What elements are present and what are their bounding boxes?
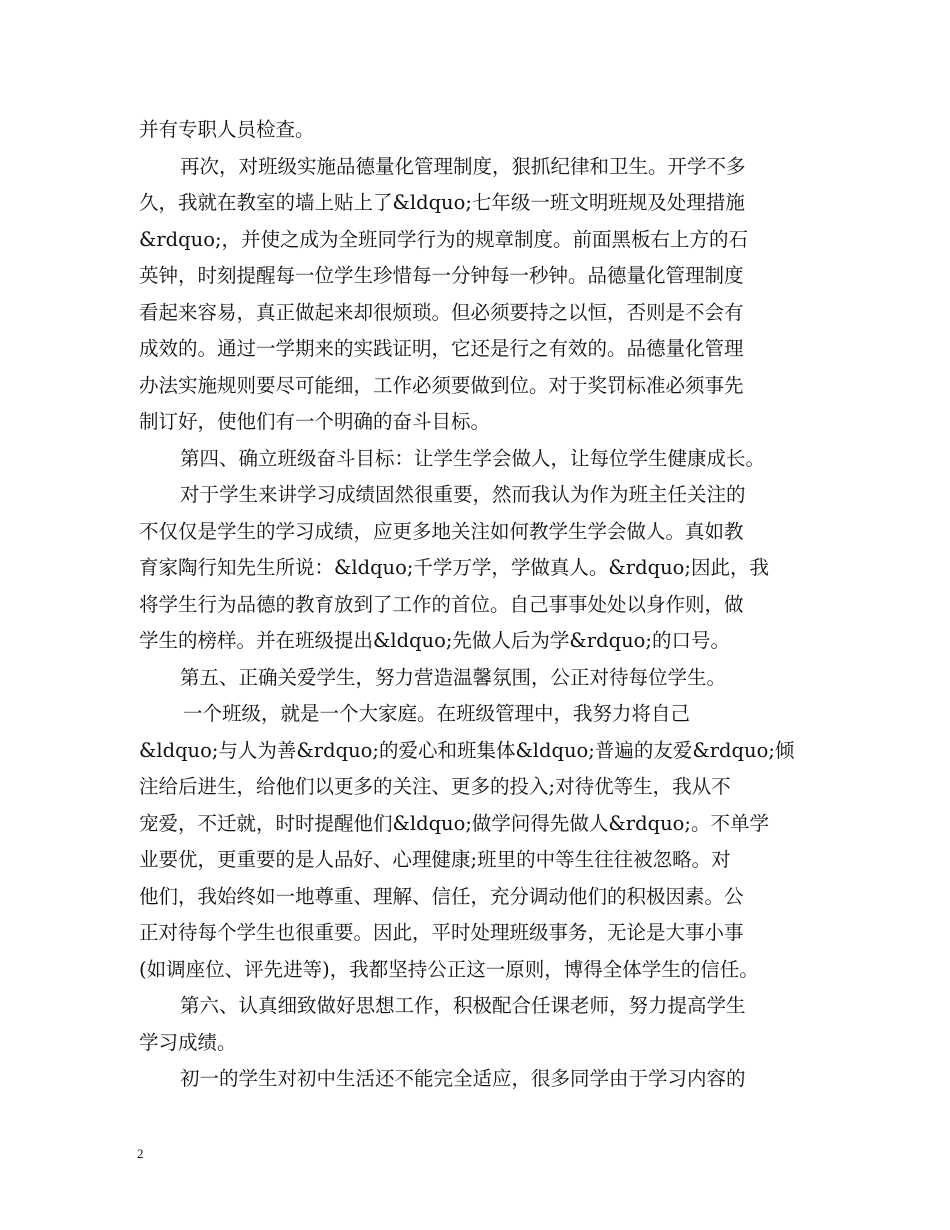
- text-line: 学生的榜样。并在班级提出&ldquo;先做人后为学&rdquo;的口号。: [139, 629, 730, 652]
- text-line: 不仅仅是学生的学习成绩，应更多地关注如何教学生学会做人。真如教: [139, 519, 744, 543]
- text-line: 业要优，更重要的是人品好、心理健康;班里的中等生往往被忽略。对: [139, 848, 731, 871]
- section-heading: 第六、认真细致做好思想工作，积极配合任课老师，努力提高学生: [180, 994, 746, 1017]
- text-line: 正对待每个学生也很重要。因此，平时处理班级事务，无论是大事小事: [139, 921, 744, 944]
- text-line: 看起来容易，真正做起来却很烦琐。但必须要持之以恒，否则是不会有: [139, 300, 744, 324]
- text-line: 对于学生来讲学习成绩固然很重要，然而我认为作为班主任关注的: [180, 483, 746, 506]
- text-line: 制订好，使他们有一个明确的奋斗目标。: [139, 410, 491, 433]
- text-line: 成效的。通过一学期来的实践证明，它还是行之有效的。品德量化管理: [139, 337, 744, 360]
- text-line: 英钟，时刻提醒每一位学生珍惜每一分钟每一秒钟。品德量化管理制度: [139, 264, 744, 287]
- text-line: 学习成绩。: [139, 1030, 237, 1054]
- text-line: 一个班级，就是一个大家庭。在班级管理中，我努力将自己: [183, 702, 691, 725]
- text-line: 将学生行为品德的教育放到了工作的首位。自己事事处处以身作则，做: [139, 592, 744, 616]
- text-line: 办法实施规则要尽可能细，工作必须要做到位。对于奖罚标准必须事先: [139, 373, 744, 397]
- text-line: (如调座位、评先进等)，我都坚持公正这一原则，博得全体学生的信任。: [139, 957, 759, 981]
- body-text: [139, 112, 829, 1098]
- text-line: 育家陶行知先生所说：&ldquo;千学万学，学做真人。&rdquo;因此，我: [139, 556, 769, 579]
- text-line: 初一的学生对初中生活还不能完全适应，很多同学由于学习内容的: [180, 1067, 746, 1090]
- text-line: 注给后进生，给他们以更多的关注、更多的投入;对待优等生，我从不: [139, 775, 731, 798]
- text-line: 宠爱，不迁就，时时提醒他们&ldquo;做学问得先做人&rdquo;。不单学: [139, 811, 769, 835]
- text-line: 并有专职人员检查。: [139, 118, 315, 141]
- section-heading: 第四、确立班级奋斗目标：让学生学会做人，让每位学生健康成长。: [180, 446, 766, 470]
- text-line: 再次，对班级实施品德量化管理制度，狠抓纪律和卫生。开学不多: [180, 154, 746, 178]
- page-number: 2: [137, 1146, 144, 1161]
- text-line: 他们，我始终如一地尊重、理解、信任，充分调动他们的积极因素。公: [139, 884, 744, 908]
- text-line: &rdquo;，并使之成为全班同学行为的规章制度。前面黑板右上方的石: [139, 227, 749, 251]
- text-line: &ldquo;与人为善&rdquo;的爱心和班集体&ldquo;普遍的友爱&rdquo;倾: [139, 738, 795, 762]
- text-line: 久，我就在教室的墙上贴上了&ldquo;七年级一班文明班规及处理措施: [139, 191, 745, 214]
- section-heading: 第五、正确关爱学生，努力营造温馨氛围，公正对待每位学生。: [180, 665, 727, 689]
